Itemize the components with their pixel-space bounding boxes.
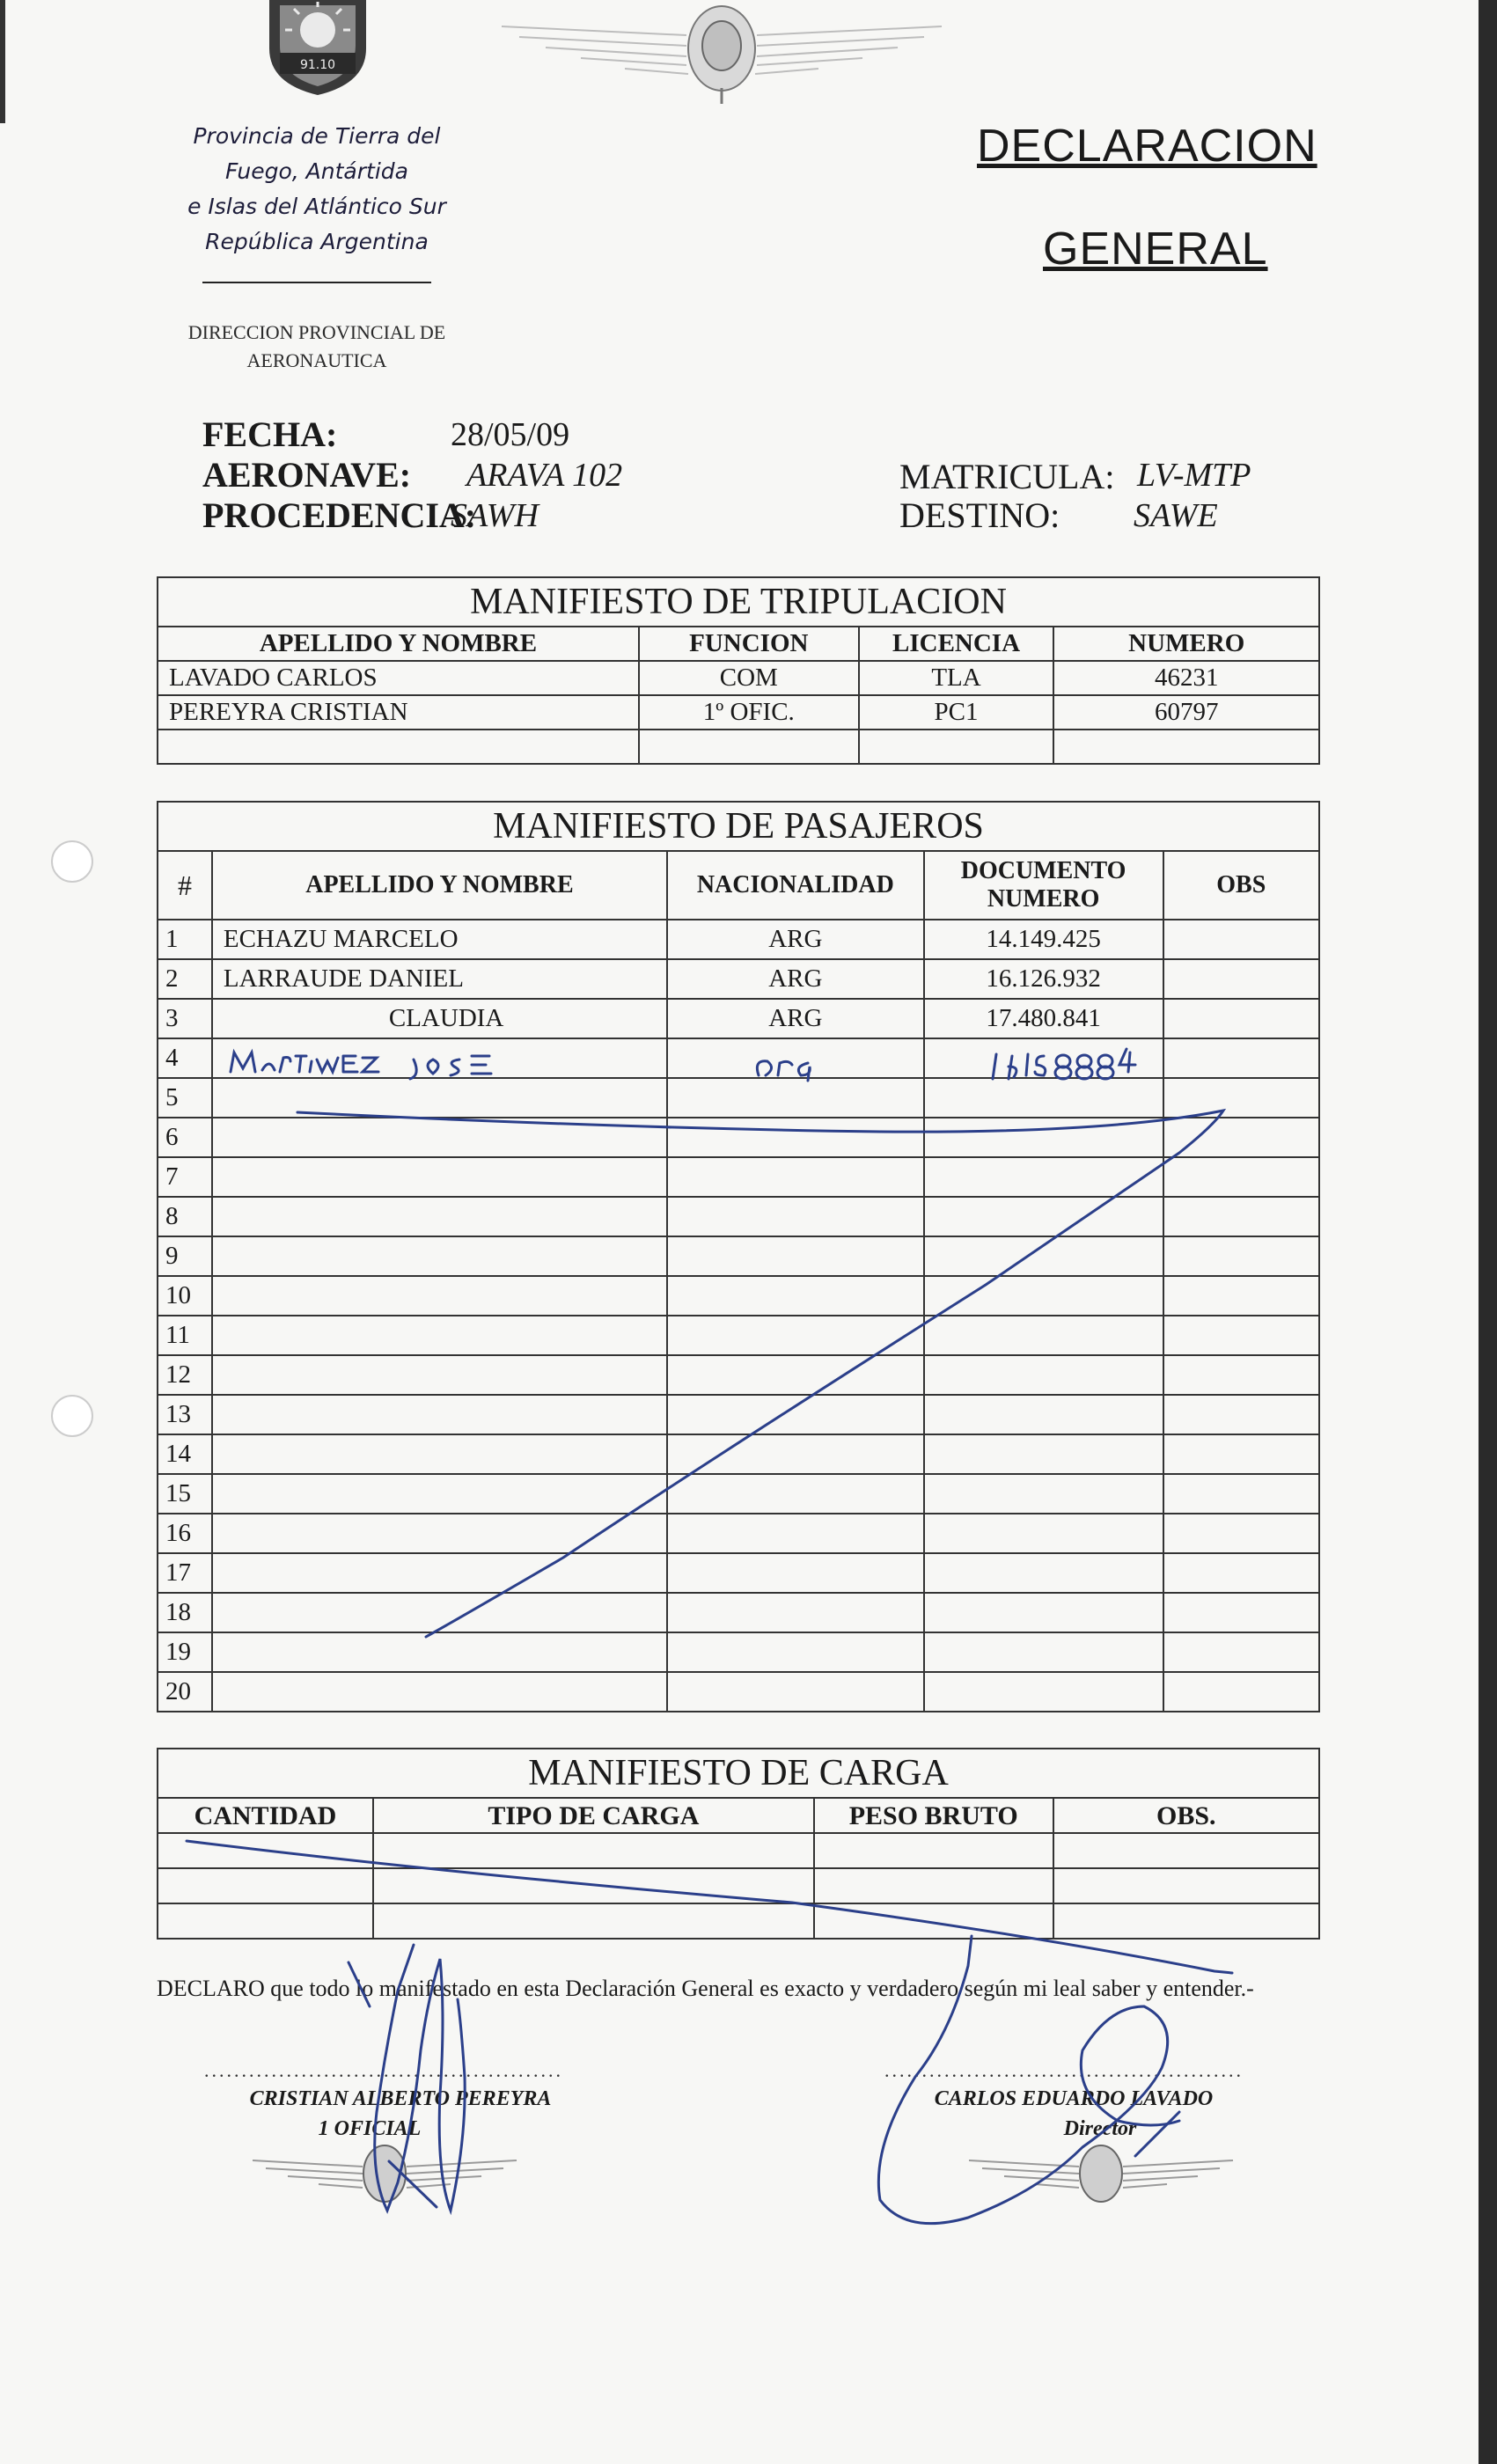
pax-index-cell: 6 — [158, 1118, 212, 1157]
pax-index-cell: 16 — [158, 1514, 212, 1553]
table-row — [158, 1553, 1319, 1593]
scan-edge-left — [0, 0, 5, 123]
table-row — [158, 695, 1319, 730]
signatory-left-role: 1 OFICIAL — [318, 2117, 422, 2140]
aeronave-label: AERONAVE: — [202, 455, 412, 495]
document-title-line-1: DECLARACION — [977, 121, 1317, 172]
table-row — [158, 1903, 1319, 1939]
pax-nationality-cell — [667, 1118, 924, 1157]
pax-document-cell — [924, 1474, 1163, 1514]
table-row — [158, 1038, 1319, 1078]
pax-nationality-cell — [667, 1197, 924, 1236]
pax-index-cell: 18 — [158, 1593, 212, 1632]
pax-obs-cell — [1163, 1593, 1319, 1632]
crew-number-cell: 46231 — [1053, 661, 1319, 695]
pax-header-index: # — [158, 851, 212, 920]
table-row — [158, 1593, 1319, 1632]
pax-index-cell: 1 — [158, 920, 212, 959]
cargo-manifest-title: MANIFIESTO DE CARGA — [158, 1749, 1319, 1798]
directorate-name — [158, 319, 475, 375]
pax-obs-cell — [1163, 959, 1319, 999]
pax-name-cell — [212, 1118, 667, 1157]
province-line-1: Provincia de Tierra del — [193, 123, 441, 149]
pax-index-cell: 11 — [158, 1316, 212, 1355]
pax-nationality-cell — [667, 1078, 924, 1118]
pax-document-cell: 17.480.841 — [924, 999, 1163, 1038]
table-row — [158, 1276, 1319, 1316]
pax-document-cell — [924, 1038, 1163, 1078]
pax-name-cell: ECHAZU MARCELO — [212, 920, 667, 959]
signatory-right-name: CARLOS EDUARDO LAVADO — [934, 2087, 1214, 2110]
pax-name-cell: LARRAUDE DANIEL — [212, 959, 667, 999]
pax-name-cell — [212, 1078, 667, 1118]
pax-nationality-cell — [667, 1157, 924, 1197]
pax-index-cell: 5 — [158, 1078, 212, 1118]
pax-obs-cell — [1163, 1672, 1319, 1712]
pax-index-cell: 17 — [158, 1553, 212, 1593]
pax-name-cell — [212, 1316, 667, 1355]
pax-nationality-cell — [667, 1316, 924, 1355]
pax-index-cell: 4 — [158, 1038, 212, 1078]
pax-index-cell: 20 — [158, 1672, 212, 1712]
pax-document-cell — [924, 1316, 1163, 1355]
crew-name-cell: PEREYRA CRISTIAN — [158, 695, 639, 730]
pax-nationality-cell — [667, 1632, 924, 1672]
province-line-2: Fuego, Antártida — [225, 158, 408, 184]
cargo-header-obs: OBS. — [1053, 1798, 1319, 1833]
pax-name-cell — [212, 1197, 667, 1236]
pax-obs-cell — [1163, 1514, 1319, 1553]
document-title-line-2: GENERAL — [1043, 224, 1268, 275]
pax-header-obs: OBS — [1163, 851, 1319, 920]
province-crest-logo — [261, 0, 375, 97]
pax-document-cell — [924, 1395, 1163, 1434]
pax-nationality-cell — [667, 1474, 924, 1514]
crew-license-cell: TLA — [859, 661, 1054, 695]
wings-stamp-right — [965, 2138, 1237, 2209]
crew-number-cell: 60797 — [1053, 695, 1319, 730]
pax-header-document: DOCUMENTO NUMERO — [924, 851, 1163, 920]
pax-index-cell: 15 — [158, 1474, 212, 1514]
pax-nationality-cell — [667, 1672, 924, 1712]
pax-obs-cell — [1163, 1355, 1319, 1395]
pax-document-cell — [924, 1672, 1163, 1712]
pax-nationality-cell — [667, 1355, 924, 1395]
wings-stamp-left — [248, 2138, 521, 2209]
pax-obs-cell — [1163, 1157, 1319, 1197]
pax-obs-cell — [1163, 1236, 1319, 1276]
pax-nationality-cell — [667, 1434, 924, 1474]
pax-name-cell — [212, 1474, 667, 1514]
crew-manifest-table — [157, 576, 1320, 765]
signatory-right-role: Director — [1063, 2117, 1137, 2140]
table-row — [158, 1118, 1319, 1157]
table-row — [158, 1672, 1319, 1712]
pax-name-cell — [212, 1672, 667, 1712]
province-line-4: República Argentina — [205, 229, 429, 254]
pax-nationality-cell: ARG — [667, 920, 924, 959]
cargo-header-weight: PESO BRUTO — [814, 1798, 1053, 1833]
pax-document-cell: 14.149.425 — [924, 920, 1163, 959]
province-line-3: e Islas del Atlántico Sur — [187, 194, 446, 219]
pax-name-cell — [212, 1514, 667, 1553]
pax-obs-cell — [1163, 1078, 1319, 1118]
table-row — [158, 1157, 1319, 1197]
pax-obs-cell — [1163, 999, 1319, 1038]
table-row — [158, 1514, 1319, 1553]
table-row — [158, 1833, 1319, 1868]
pax-document-cell — [924, 1236, 1163, 1276]
pax-header-name: APELLIDO Y NOMBRE — [212, 851, 667, 920]
crew-name-cell: LAVADO CARLOS — [158, 661, 639, 695]
pax-header-nationality: NACIONALIDAD — [667, 851, 924, 920]
pax-document-cell — [924, 1078, 1163, 1118]
crew-header-name: APELLIDO Y NOMBRE — [158, 627, 639, 661]
pax-nationality-cell — [667, 1593, 924, 1632]
pax-name-cell — [212, 1038, 667, 1078]
pax-document-cell — [924, 1593, 1163, 1632]
pax-nationality-cell — [667, 1514, 924, 1553]
table-row — [158, 1316, 1319, 1355]
province-name — [167, 119, 466, 260]
pax-document-cell — [924, 1197, 1163, 1236]
crew-number-cell — [1053, 730, 1319, 764]
pax-obs-cell — [1163, 920, 1319, 959]
pax-obs-cell — [1163, 1276, 1319, 1316]
pax-obs-cell — [1163, 1553, 1319, 1593]
pax-index-cell: 8 — [158, 1197, 212, 1236]
table-row — [158, 1632, 1319, 1672]
table-row — [158, 1395, 1319, 1434]
cargo-header-type: TIPO DE CARGA — [373, 1798, 814, 1833]
aeronave-value: ARAVA 102 — [466, 457, 623, 494]
pax-index-cell: 19 — [158, 1632, 212, 1672]
table-row — [158, 1868, 1319, 1903]
pax-document-cell — [924, 1118, 1163, 1157]
declaration-text: DECLARO que todo lo manifestado en esta Declaración General es exacto y verdadero según mi leal saber y entender.- — [157, 1976, 1254, 2001]
province-rule — [202, 282, 431, 283]
pax-document-cell — [924, 1514, 1163, 1553]
pax-name-cell — [212, 1236, 667, 1276]
fecha-value: 28/05/09 — [451, 416, 570, 453]
cargo-manifest-table — [157, 1748, 1320, 1940]
table-row — [158, 1197, 1319, 1236]
table-row — [158, 1078, 1319, 1118]
signatory-left-name: CRISTIAN ALBERTO PEREYRA — [249, 2087, 552, 2110]
destino-value: SAWE — [1134, 497, 1218, 534]
pax-nationality-cell: ARG — [667, 959, 924, 999]
pax-index-cell: 3 — [158, 999, 212, 1038]
pax-obs-cell — [1163, 1632, 1319, 1672]
pax-name-cell — [212, 1395, 667, 1434]
aviation-wings-emblem — [493, 0, 950, 106]
signature-line-left: ................................................ — [204, 2059, 563, 2081]
pax-index-cell: 2 — [158, 959, 212, 999]
pax-index-cell: 13 — [158, 1395, 212, 1434]
pax-name-cell — [212, 1157, 667, 1197]
crew-function-cell: 1º OFIC. — [639, 695, 859, 730]
table-row — [158, 920, 1319, 959]
directorate-line-2: AERONAUTICA — [246, 349, 387, 371]
pax-index-cell: 14 — [158, 1434, 212, 1474]
pax-obs-cell — [1163, 1316, 1319, 1355]
crew-license-cell: PC1 — [859, 695, 1054, 730]
pax-document-cell — [924, 1434, 1163, 1474]
pax-name-cell — [212, 1355, 667, 1395]
pax-nationality-cell — [667, 1236, 924, 1276]
crew-name-cell — [158, 730, 639, 764]
pax-document-cell — [924, 1157, 1163, 1197]
matricula-label: MATRICULA: — [899, 457, 1115, 496]
table-row — [158, 1434, 1319, 1474]
pax-document-cell — [924, 1276, 1163, 1316]
pax-nationality-cell — [667, 1038, 924, 1078]
crest-text: 91.10 — [299, 58, 336, 72]
pax-name-cell: CLAUDIA — [212, 999, 667, 1038]
table-row — [158, 959, 1319, 999]
crew-header-function: FUNCION — [639, 627, 859, 661]
crew-manifest-title: MANIFIESTO DE TRIPULACION — [158, 577, 1319, 627]
fecha-label: FECHA: — [202, 414, 338, 454]
pax-obs-cell — [1163, 1038, 1319, 1078]
table-row — [158, 730, 1319, 764]
pax-index-cell: 10 — [158, 1276, 212, 1316]
crew-header-number: NUMERO — [1053, 627, 1319, 661]
pax-document-cell — [924, 1553, 1163, 1593]
table-row — [158, 1474, 1319, 1514]
pax-document-cell — [924, 1355, 1163, 1395]
scan-edge — [1479, 0, 1497, 2464]
pax-name-cell — [212, 1276, 667, 1316]
punch-hole-bottom — [51, 1395, 93, 1437]
pax-index-cell: 12 — [158, 1355, 212, 1395]
pax-name-cell — [212, 1434, 667, 1474]
pax-index-cell: 7 — [158, 1157, 212, 1197]
passenger-manifest-title: MANIFIESTO DE PASAJEROS — [158, 802, 1319, 851]
pax-obs-cell — [1163, 1197, 1319, 1236]
table-row — [158, 661, 1319, 695]
crew-function-cell: COM — [639, 661, 859, 695]
pax-obs-cell — [1163, 1434, 1319, 1474]
passenger-manifest-table — [157, 801, 1320, 1712]
crew-license-cell — [859, 730, 1054, 764]
table-row — [158, 1355, 1319, 1395]
pax-nationality-cell — [667, 1276, 924, 1316]
crew-function-cell — [639, 730, 859, 764]
procedencia-value: SAWH — [451, 497, 539, 534]
pax-name-cell — [212, 1553, 667, 1593]
signature-line-right: ................................................ — [884, 2059, 1244, 2081]
pax-name-cell — [212, 1632, 667, 1672]
table-row — [158, 999, 1319, 1038]
punch-hole-top — [51, 840, 93, 883]
pax-document-cell: 16.126.932 — [924, 959, 1163, 999]
directorate-line-1: DIRECCION PROVINCIAL DE — [187, 321, 446, 343]
pax-obs-cell — [1163, 1118, 1319, 1157]
pax-obs-cell — [1163, 1474, 1319, 1514]
pax-name-cell — [212, 1593, 667, 1632]
pax-index-cell: 9 — [158, 1236, 212, 1276]
pax-document-cell — [924, 1632, 1163, 1672]
cargo-header-quantity: CANTIDAD — [158, 1798, 373, 1833]
crew-header-license: LICENCIA — [859, 627, 1054, 661]
table-row — [158, 1236, 1319, 1276]
pax-nationality-cell — [667, 1395, 924, 1434]
procedencia-label: PROCEDENCIA: — [202, 495, 477, 535]
destino-label: DESTINO: — [899, 495, 1060, 535]
pax-nationality-cell — [667, 1553, 924, 1593]
pax-nationality-cell: ARG — [667, 999, 924, 1038]
matricula-value: LV-MTP — [1137, 457, 1251, 494]
pax-obs-cell — [1163, 1395, 1319, 1434]
